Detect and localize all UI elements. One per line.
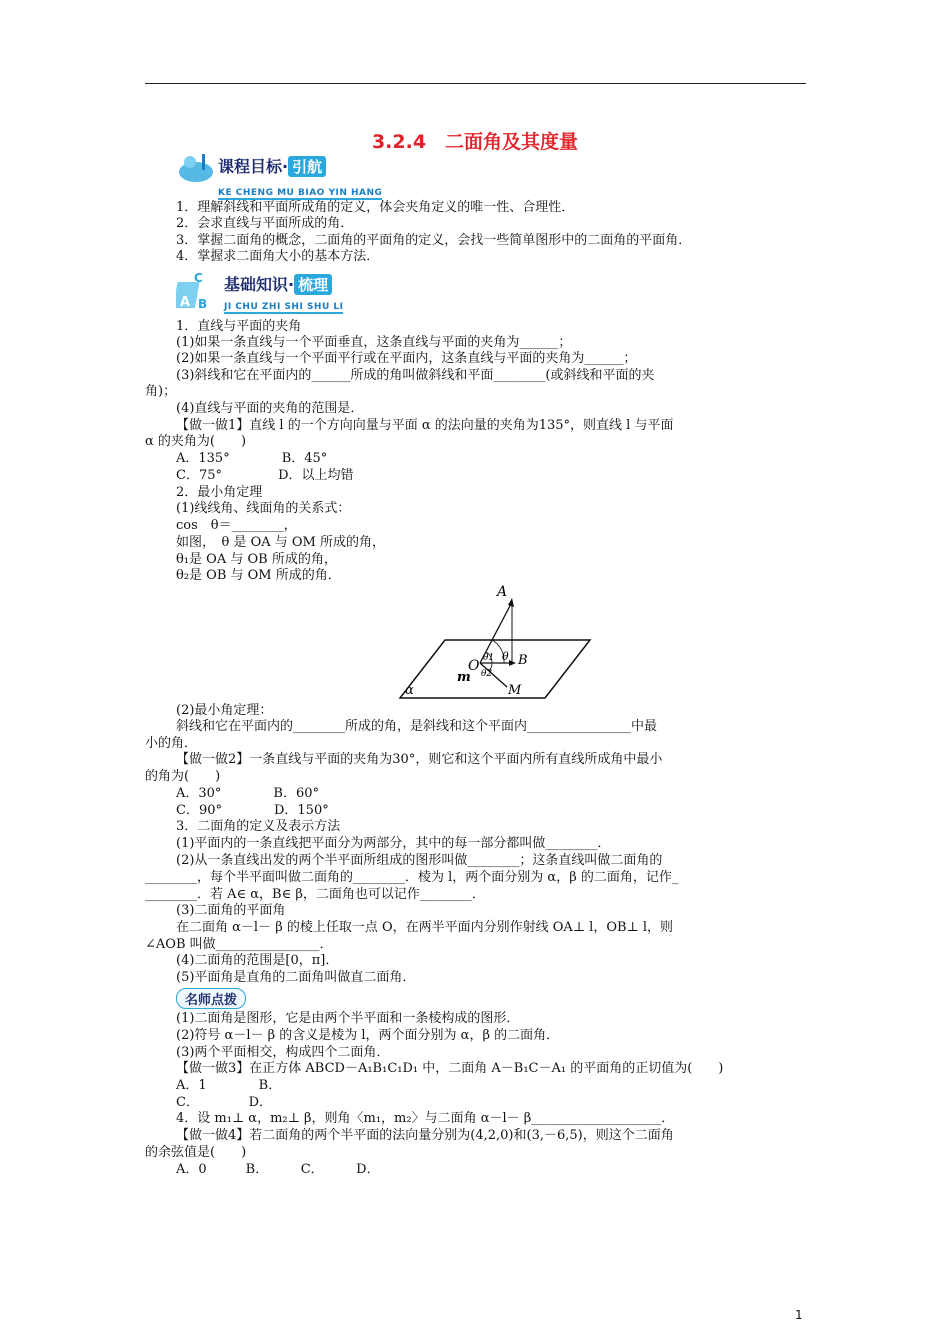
text-line: 斜线和它在平面内的________所成的角，是斜线和这个平面内________________中最 — [176, 719, 658, 734]
text-line: C．75° D．以上均错 — [176, 468, 354, 483]
satellite-icon — [176, 150, 216, 188]
plane-alpha — [400, 640, 590, 698]
text-line: (1)平面内的一条直线把平面分为两部分，其中的每一部分都叫做________． — [176, 836, 611, 851]
text-line: 的角为( ) — [145, 769, 221, 784]
text-line: (3)两个平面相交，构成四个二面角． — [176, 1045, 390, 1060]
text-line: α 的夹角为( ) — [145, 434, 247, 449]
text-line: 4．设 m₁⊥ α，m₂⊥ β，则角〈m₁，m₂〉与二面角 α－l－ β____________________． — [176, 1111, 675, 1126]
text-line: 3．二面角的定义及表示方法 — [176, 819, 341, 834]
text-line: C． D． — [176, 1095, 273, 1110]
text-line: 【做一做3】在正方体 ABCD－A₁B₁C₁D₁ 中，二面角 A－B₁C－A₁ 的平面角的正切值为( ) — [176, 1061, 724, 1076]
text-line: (5)平面角是直角的二面角叫做直二面角． — [176, 970, 416, 985]
text-line: A．30° B．60° — [176, 786, 320, 801]
teacher-tip-badge: 名师点拨 — [176, 988, 246, 1009]
text-line: (2)如果一条直线与一个平面平行或在平面内，这条直线与平面的夹角为______； — [176, 351, 637, 366]
band-tag: 引航 — [288, 156, 326, 177]
text-line: 1．直线与平面的夹角 — [176, 319, 302, 334]
band-title: 课程目标 — [218, 157, 283, 176]
svg-text:C: C — [194, 271, 203, 285]
text-line: (1)如果一条直线与一个平面垂直，这条直线与平面的夹角为______； — [176, 335, 572, 350]
label-a: A — [497, 584, 508, 600]
label-b: B — [518, 653, 528, 668]
text-line: 小的角． — [145, 736, 198, 751]
text-line: (2)从一条直线出发的两个半平面所组成的图形叫做________；这条直线叫做二面角的 — [176, 853, 663, 868]
goal-item: 2．会求直线与平面所成的角． — [176, 216, 354, 231]
band-title: 基础知识 — [224, 275, 289, 294]
text-line: (3)斜线和它在平面内的______所成的角叫做斜线和平面________(或斜线和平面的夹 — [176, 368, 655, 383]
text-line: A．135° B．45° — [176, 451, 328, 466]
text-line: ∠AOB 叫做________________． — [145, 937, 333, 952]
svg-text:A: A — [180, 295, 191, 310]
goal-item: 1．理解斜线和平面所成角的定义，体会夹角定义的唯一性、合理性． — [176, 200, 575, 215]
text-line: θ₁是 OA 与 OB 所成的角， — [176, 552, 337, 567]
arrow-a — [508, 598, 514, 607]
text-line: cos θ＝________， — [176, 518, 297, 533]
text-line: (2)最小角定理： — [176, 703, 273, 718]
label-o: O — [468, 658, 480, 674]
text-line: (4)直线与平面的夹角的范围是． — [176, 401, 364, 416]
goal-item: 3．掌握二面角的概念，二面角的平面角的定义，会找一些简单图形中的二面角的平面角． — [176, 233, 692, 248]
goal-item: 4．掌握求二面角大小的基本方法． — [176, 249, 380, 264]
text-line: 在二面角 α－l－ β 的棱上任取一点 O，在两半平面内分别作射线 OA⊥ l，OB⊥ l，则 — [176, 920, 674, 935]
label-theta: θ — [502, 650, 509, 663]
text-line: 【做一做1】直线 l 的一个方向向量与平面 α 的法向量的夹角为135°，则直线 l 与平面 — [176, 418, 674, 433]
text-line: 2．最小角定理 — [176, 485, 263, 500]
text-line: 【做一做4】若二面角的两个半平面的法向量分别为(4,2,0)和(3,－6,5)，则这个二面角 — [176, 1128, 674, 1143]
band-pinyin: JI CHU ZHI SHI SHU LI — [224, 302, 344, 312]
label-m-vector: m — [457, 670, 471, 685]
text-line: C．90° D．150° — [176, 803, 329, 818]
band-pinyin: KE CHENG MU BIAO YIN HANG — [218, 188, 383, 198]
angle-figure — [395, 580, 595, 700]
text-line: A．1 B． — [176, 1078, 282, 1093]
band-tag: 梳理 — [294, 274, 332, 295]
page-number: 1 — [795, 1308, 803, 1322]
text-line: (3)二面角的平面角 — [176, 903, 286, 918]
text-line: (2)符号 α－l－ β 的含义是棱为 l，两个面分别为 α，β 的二面角． — [176, 1028, 560, 1043]
text-line: (1)线线角、线面角的关系式： — [176, 501, 351, 516]
text-line: 的余弦值是( ) — [145, 1145, 247, 1160]
text-line: A．0 B． C． D． — [176, 1162, 380, 1177]
page-title: 3.2.4 二面角及其度量 — [371, 131, 579, 153]
text-line: (4)二面角的范围是[0，π]． — [176, 953, 339, 968]
text-line: (1)二面角是图形，它是由两个半平面和一条棱构成的图形． — [176, 1011, 520, 1026]
label-theta1: θ1 — [483, 653, 495, 663]
text-line: 【做一做2】一条直线与平面的夹角为30°，则它和这个平面内所有直线所成角中最小 — [176, 752, 663, 767]
label-alpha: α — [405, 683, 414, 698]
text-line: 如图， θ 是 OA 与 OM 所成的角， — [176, 535, 386, 550]
label-m: M — [508, 683, 522, 698]
header-rule — [145, 83, 806, 84]
abc-block-icon — [176, 268, 220, 312]
svg-text:B: B — [198, 297, 208, 311]
label-theta2: θ2 — [481, 669, 493, 679]
text-line: ________，每个半平面叫做二面角的________．棱为 l，两个面分别为 α，β 的二面角，记作_ — [145, 870, 679, 885]
text-line: θ₂是 OB 与 OM 所成的角． — [176, 568, 341, 583]
text-line: ________．若 A∈ α，B∈ β，二面角也可以记作________． — [145, 887, 485, 902]
text-line: 角)； — [145, 384, 177, 399]
